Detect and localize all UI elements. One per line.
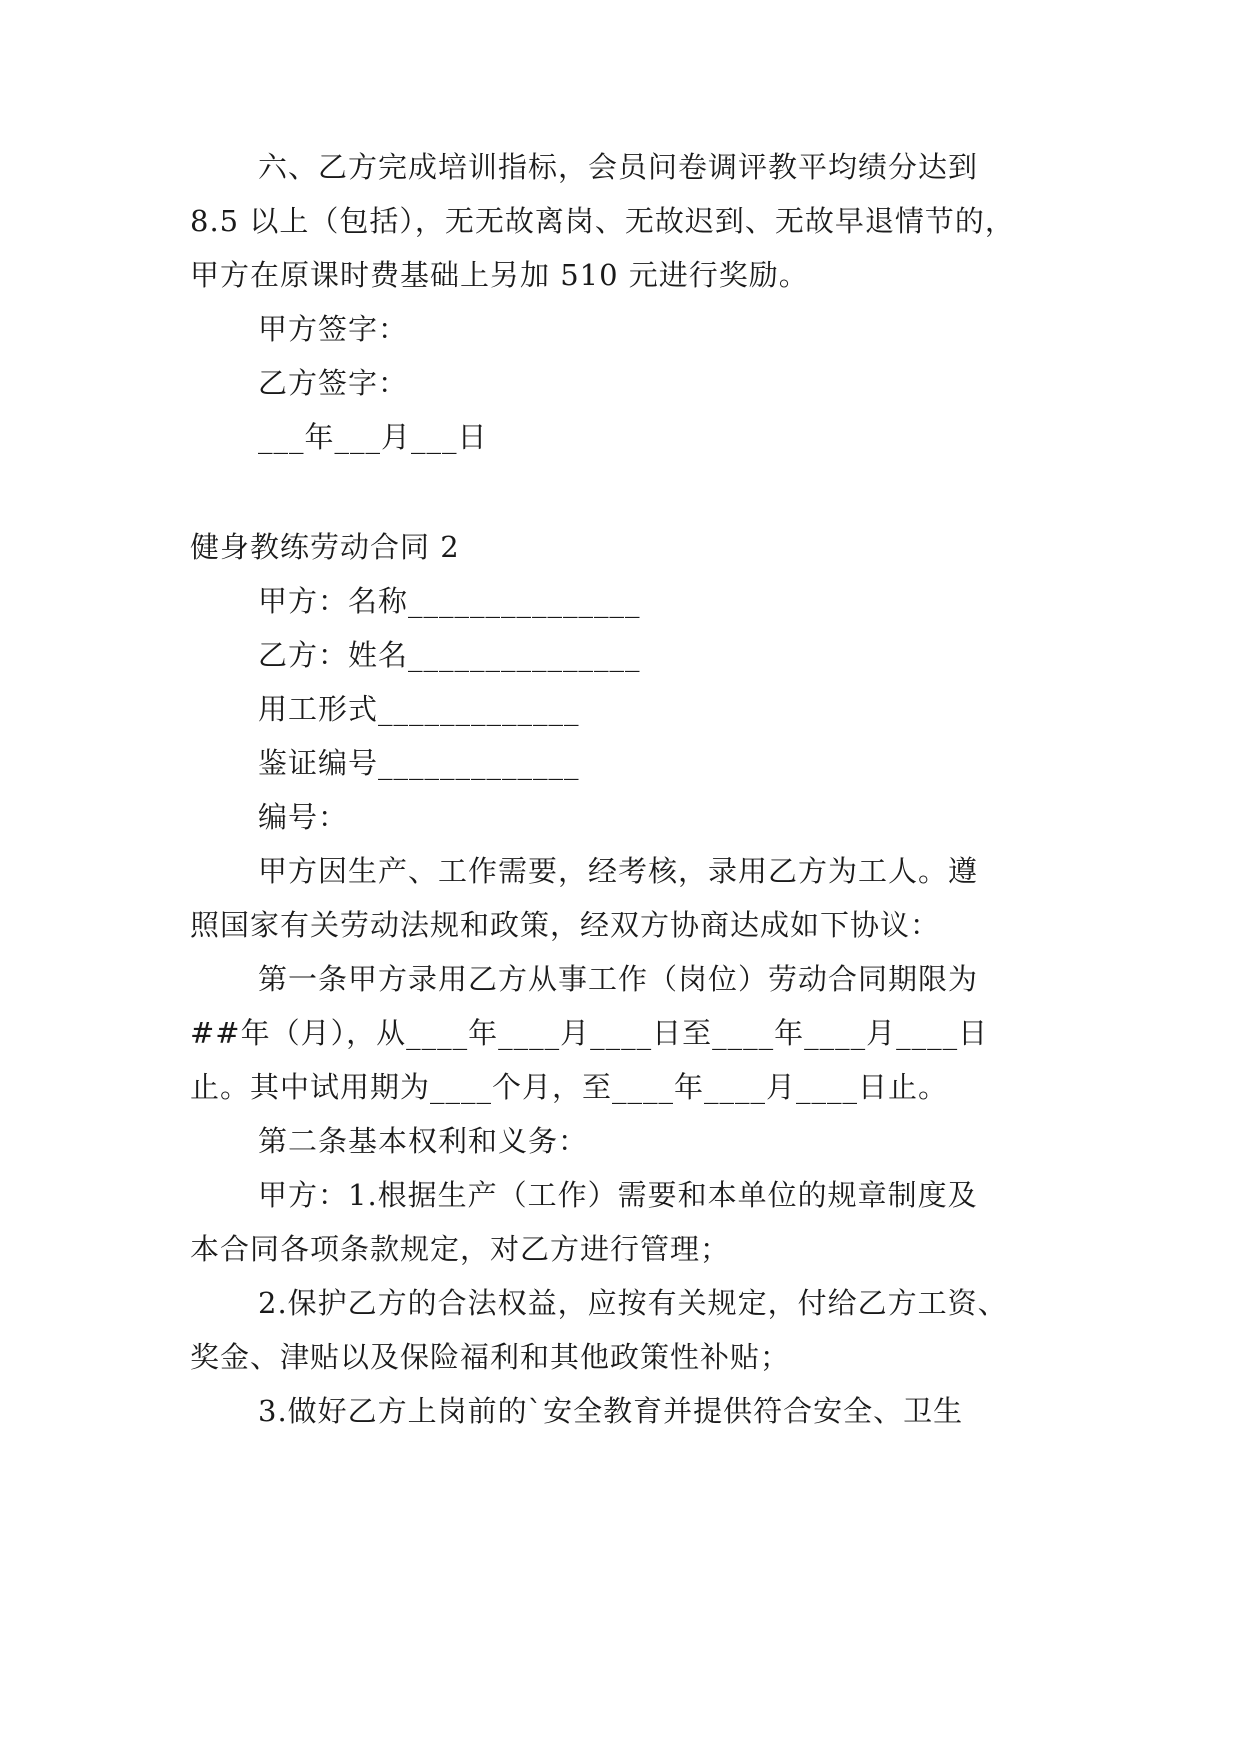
section-six-line-2: 8.5 以上（包括），无无故离岗、无故迟到、无故早退情节的，: [190, 204, 1015, 238]
article-two-title: 第二条基本权利和义务：: [258, 1124, 589, 1158]
party-a-duty-2-line-1: 2.保护乙方的合法权益，应按有关规定，付给乙方工资、: [258, 1286, 1008, 1320]
article-one-line-2: ##年（月），从____年____月____日至____年____月____日: [190, 1016, 989, 1050]
party-a-duty-1-line-1: 甲方：1.根据生产（工作）需要和本单位的规章制度及: [258, 1178, 978, 1212]
employment-form-field: 用工形式_____________: [258, 692, 580, 726]
verification-number-field: 鉴证编号_____________: [258, 746, 580, 780]
section-six-line-3: 甲方在原课时费基础上另加 510 元进行奖励。: [190, 258, 809, 292]
party-a-name-field: 甲方：名称_______________: [258, 584, 641, 618]
party-a-duty-3-line-1: 3.做好乙方上岗前的`安全教育并提供符合安全、卫生: [258, 1394, 964, 1428]
party-a-duty-1-line-2: 本合同各项条款规定，对乙方进行管理；: [190, 1232, 731, 1266]
party-a-duty-2-line-2: 奖金、津贴以及保险福利和其他政策性补贴；: [190, 1340, 791, 1374]
serial-number-field: 编号：: [258, 800, 349, 834]
article-one-line-1: 第一条甲方录用乙方从事工作（岗位）劳动合同期限为: [258, 962, 979, 996]
intro-line-2: 照国家有关劳动法规和政策，经双方协商达成如下协议：: [190, 908, 941, 942]
contract-title: 健身教练劳动合同 2: [190, 530, 460, 564]
intro-line-1: 甲方因生产、工作需要，经考核，录用乙方为工人。遵: [258, 854, 979, 888]
signature-date: ___年___月___日: [258, 420, 488, 454]
party-a-signature: 甲方签字：: [258, 312, 409, 346]
section-six-line-1: 六、乙方完成培训指标，会员问卷调评教平均绩分达到: [258, 150, 979, 184]
article-one-line-3: 止。其中试用期为____个月，至____年____月____日止。: [190, 1070, 949, 1104]
party-b-name-field: 乙方：姓名_______________: [258, 638, 641, 672]
party-b-signature: 乙方签字：: [258, 366, 409, 400]
